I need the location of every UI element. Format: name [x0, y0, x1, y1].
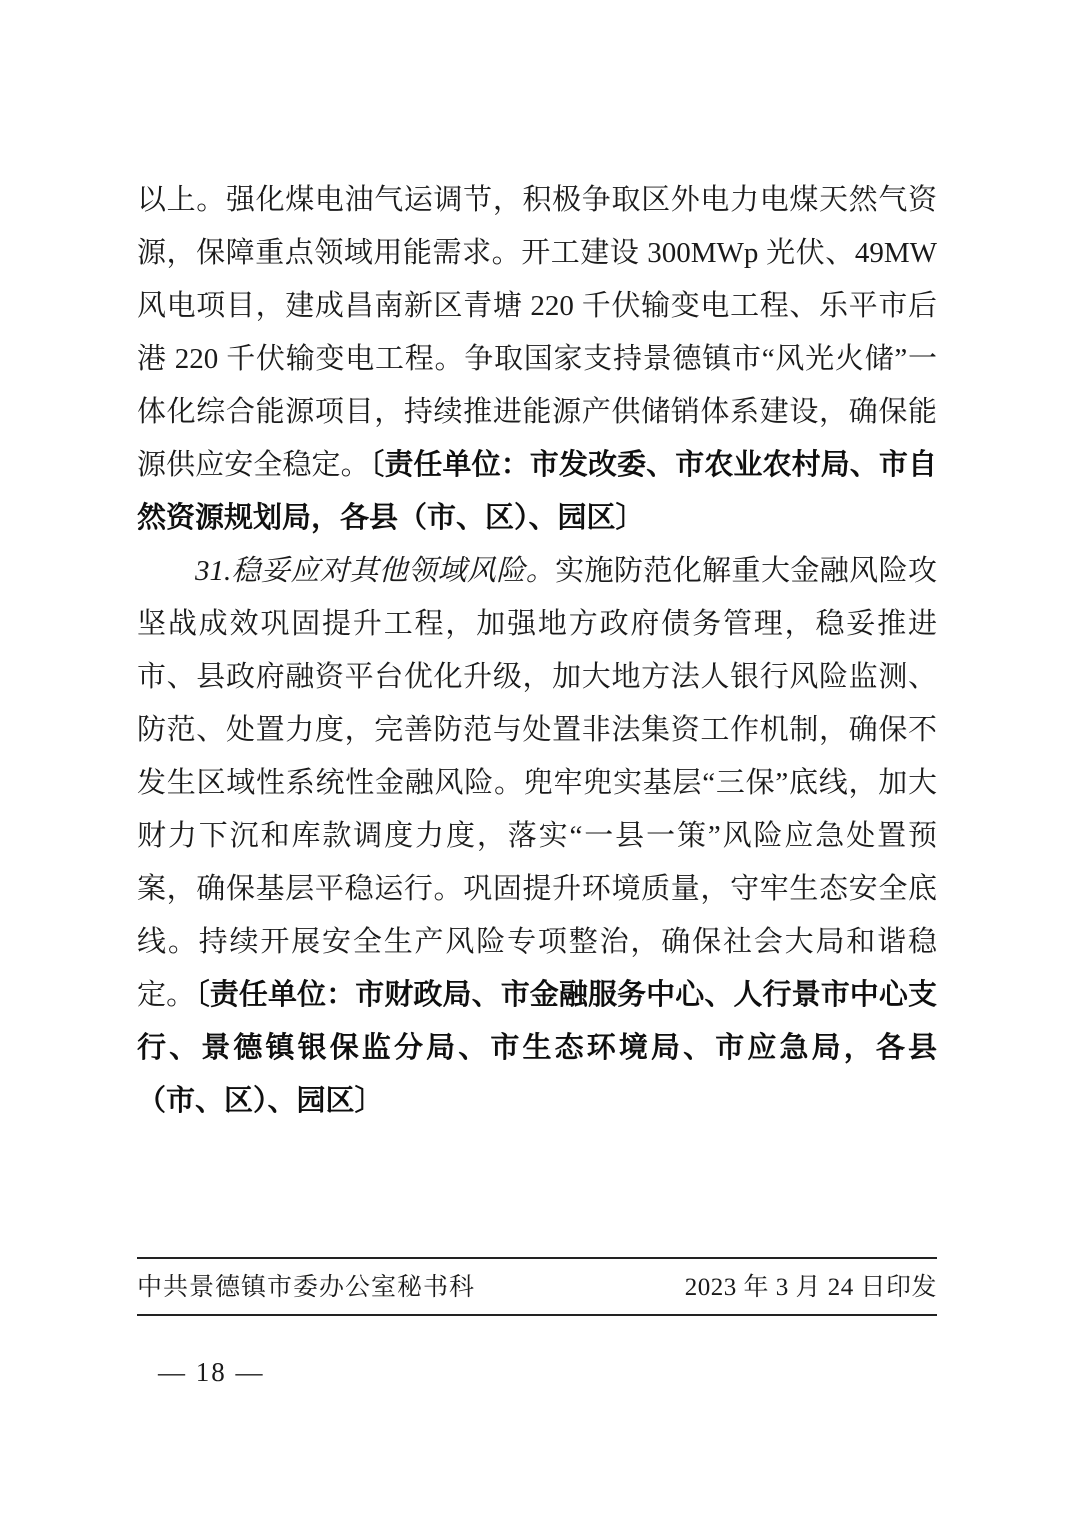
- page-number: — 18 —: [158, 1357, 265, 1387]
- footer-divider-top: [137, 1257, 937, 1259]
- colophon-print-date: 2023 年 3 月 24 日印发: [684, 1274, 937, 1301]
- responsibility-unit-energy: 〔责任单位：市发改委、市农业农村局、市自然资源规划局，各县（市、区）、园区〕: [137, 449, 937, 534]
- paragraph-energy-text: 以上。强化煤电油气运调节，积极争取区外电力电煤天然气资源，保障重点领域用能需求。开工建设 300MWp 光伏、49MW 风电项目，建成昌南新区青塘 220 千伏输变电工程、乐平市后港 220 千伏输变电工程。争取国家支持景德镇市“风光火储”一体化综合能源项目，持续推进能源产供储销体系建设，确保能源供应安全稳定。: [137, 184, 937, 481]
- footer-divider-bottom: [137, 1314, 937, 1316]
- paragraph-risk-text: 实施防范化解重大金融风险攻坚战成效巩固提升工程，加强地方政府债务管理，稳妥推进市、县政府融资平台优化升级，加大地方法人银行风险监测、防范、处置力度，完善防范与处置非法集资工作机制，确保不发生区域性系统性金融风险。兜牢兜实基层“三保”底线，加大财力下沉和库款调度力度，落实“一县一策”风险应急处置预案，确保基层平稳运行。巩固提升环境质量，守牢生态安全底线。持续开展安全生产风险专项整治，确保社会大局和谐稳定。: [137, 555, 937, 1011]
- colophon-issuer: 中共景德镇市委办公室秘书科: [137, 1274, 476, 1301]
- paragraph-energy: [137, 174, 937, 545]
- colophon: [137, 1272, 937, 1304]
- document-body: [137, 174, 937, 1128]
- section-number-heading: 31.稳妥应对其他领域风险。: [195, 555, 556, 587]
- responsibility-unit-risk: 〔责任单位：市财政局、市金融服务中心、人行景市中心支行、景德镇银保监分局、市生态环境局、市应急局，各县（市、区）、园区〕: [137, 979, 937, 1117]
- paragraph-risk: [137, 545, 937, 1128]
